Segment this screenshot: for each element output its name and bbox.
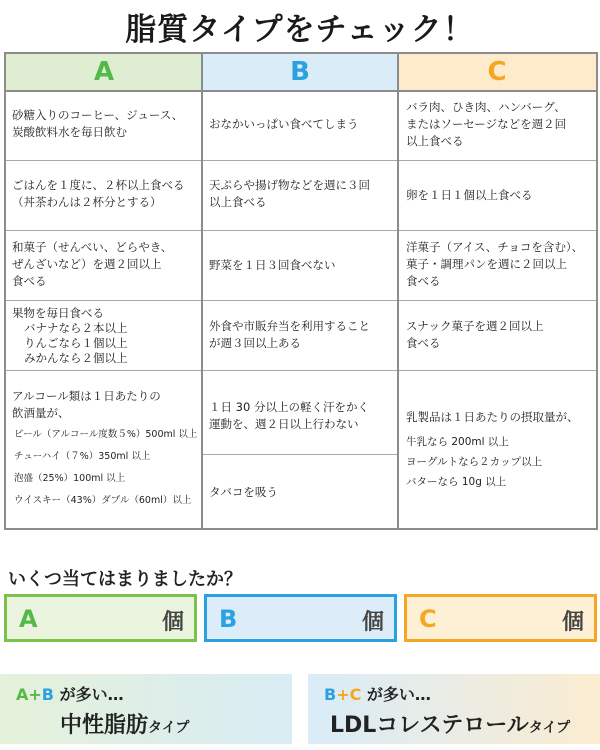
result-left-type: 中性脂肪タイプ [60,713,190,738]
item-b5: １日 30 分以上の軽く汗をかく 運動を、週２日以上行わない [209,400,369,431]
item-b6: タバコを吸う [209,485,278,499]
row-divider [399,230,596,231]
row-divider [6,160,201,161]
item-b3: 野菜を１日３回食べない [209,258,336,272]
row-divider [399,160,596,161]
count-box-b-unit: 個 [361,610,384,635]
header-divider [6,90,596,92]
column-header-b: B [202,54,398,90]
checklist-table [4,52,598,530]
result-triglyceride [0,674,292,744]
row-divider [203,160,397,161]
item-c5: 乳製品は１日あたりの摂取量が、 牛乳なら 200ml 以上 ヨーグルトなら２カップ以上 バターなら 10g 以上 [406,410,579,488]
count-box-a[interactable] [4,594,197,642]
item-a1: 砂糖入りのコーヒー、ジュース、 炭酸飲料水を毎日飲む [12,108,184,139]
item-b4: 外食や市販弁当を利用すること が週３回以上ある [209,319,370,350]
row-divider [203,300,397,301]
result-ldl [308,674,600,744]
count-box-a-letter: A [19,605,38,633]
count-box-c[interactable] [404,594,597,642]
item-a5: アルコール類は１日あたりの 飲酒量が、 ビール（アルコール度数５%）500ml 以上 チューハイ（７%）350ml 以上 泡盛（25%）100ml 以上 ウイスキー（43%）ダブル（60ml）以上 [12,389,198,506]
row-divider [203,454,397,455]
page-title: 脂質タイプをチェック！ [125,12,475,48]
row-divider [203,230,397,231]
count-question: いくつ当てはまりましたか？ [8,569,242,590]
item-a2: ごはんを１度に、２杯以上食べる （丼茶わんは２杯分とする） [12,178,185,209]
item-c4: スナック菓子を週２回以上 食べる [406,319,544,350]
row-divider [6,370,201,371]
row-divider [6,230,201,231]
row-divider [203,370,397,371]
count-box-c-unit: 個 [561,610,584,635]
row-divider [399,300,596,301]
result-left-lead: A+B が多い… [16,685,124,704]
result-right-type: LDLコレステロールタイプ [330,713,571,738]
item-c3: 洋菓子（アイス、チョコを含む）、 菓子・調理パンを週に２回以上 食べる [406,240,584,288]
result-right-lead: B+C が多い… [324,685,431,704]
row-divider [399,370,596,371]
item-a4: 果物を毎日食べる バナナなら２本以上 りんごなら１個以上 みかんなら２個以上 [12,306,128,365]
count-box-c-letter: C [419,605,437,633]
item-a3: 和菓子（せんべい、どらやき、 ぜんざいなど）を週２回以上 食べる [12,240,173,288]
item-c2: 卵を１日１個以上食べる [406,188,533,202]
row-divider [6,300,201,301]
column-divider [201,54,203,528]
count-box-a-unit: 個 [161,610,184,635]
item-c1: バラ肉、ひき肉、ハンバーグ、 またはソーセージなどを週２回 以上食べる [406,100,567,148]
item-b2: 天ぷらや揚げ物などを週に３回 以上食べる [209,178,370,209]
column-header-c: C [398,54,596,90]
item-b1: おなかいっぱい食べてしまう [209,117,359,131]
count-box-b[interactable] [204,594,397,642]
column-header-a: A [6,54,202,90]
count-box-b-letter: B [219,605,238,633]
column-divider [397,54,399,528]
